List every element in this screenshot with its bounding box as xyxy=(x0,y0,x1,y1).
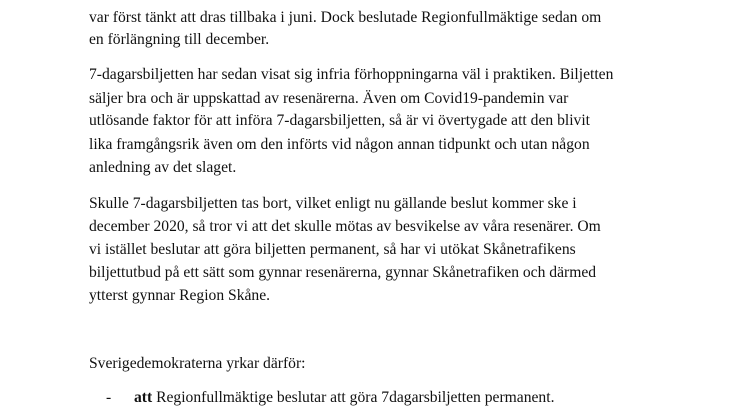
paragraph-2-line-2: säljer bra och är uppskattad av resenärerna. Även om Covid19-pandemin var xyxy=(89,90,569,107)
bullet-dash: - xyxy=(106,389,112,406)
demand-text xyxy=(134,388,554,408)
demand-body: Regionfullmäktige beslutar att göra 7dagarsbiljetten permanent. xyxy=(152,389,555,406)
paragraph-3-line-3: vi istället beslutar att göra biljetten permanent, så har vi utökat Skånetrafikens xyxy=(89,241,576,258)
paragraph-1-line-1: var först tänkt att dras tillbaka i juni. Dock beslutade Regionfullmäktige sedan om xyxy=(89,9,602,26)
paragraph-2-line-4: lika framgångsrik även om den införts vid någon annan tidpunkt och utan någon xyxy=(89,136,590,153)
paragraph-2-line-3: utlösande faktor för att införa 7-dagarsbiljetten, så är vi övertygade att den blivit xyxy=(89,112,590,129)
paragraph-2-line-5: anledning av det slaget. xyxy=(89,159,237,176)
motion-intro: Sverigedemokraterna yrkar därför: xyxy=(89,355,306,372)
paragraph-1-line-2: en förlängning till december. xyxy=(89,31,270,48)
paragraph-3-line-1: Skulle 7-dagarsbiljetten tas bort, vilket enligt nu gällande beslut kommer ske i xyxy=(89,195,577,212)
paragraph-3-line-4: biljettutbud på ett sätt som gynnar resenärerna, gynnar Skånetrafiken och därmed xyxy=(89,264,597,281)
paragraph-3-line-2: december 2020, så tror vi att det skulle mötas av besvikelse av våra resenärer. Om xyxy=(89,218,601,235)
demand-keyword: att xyxy=(134,389,153,406)
paragraph-3-line-5: ytterst gynnar Region Skåne. xyxy=(89,287,271,304)
paragraph-2-line-1: 7-dagarsbiljetten har sedan visat sig infria förhoppningarna väl i praktiken. Biljetten xyxy=(89,66,614,83)
